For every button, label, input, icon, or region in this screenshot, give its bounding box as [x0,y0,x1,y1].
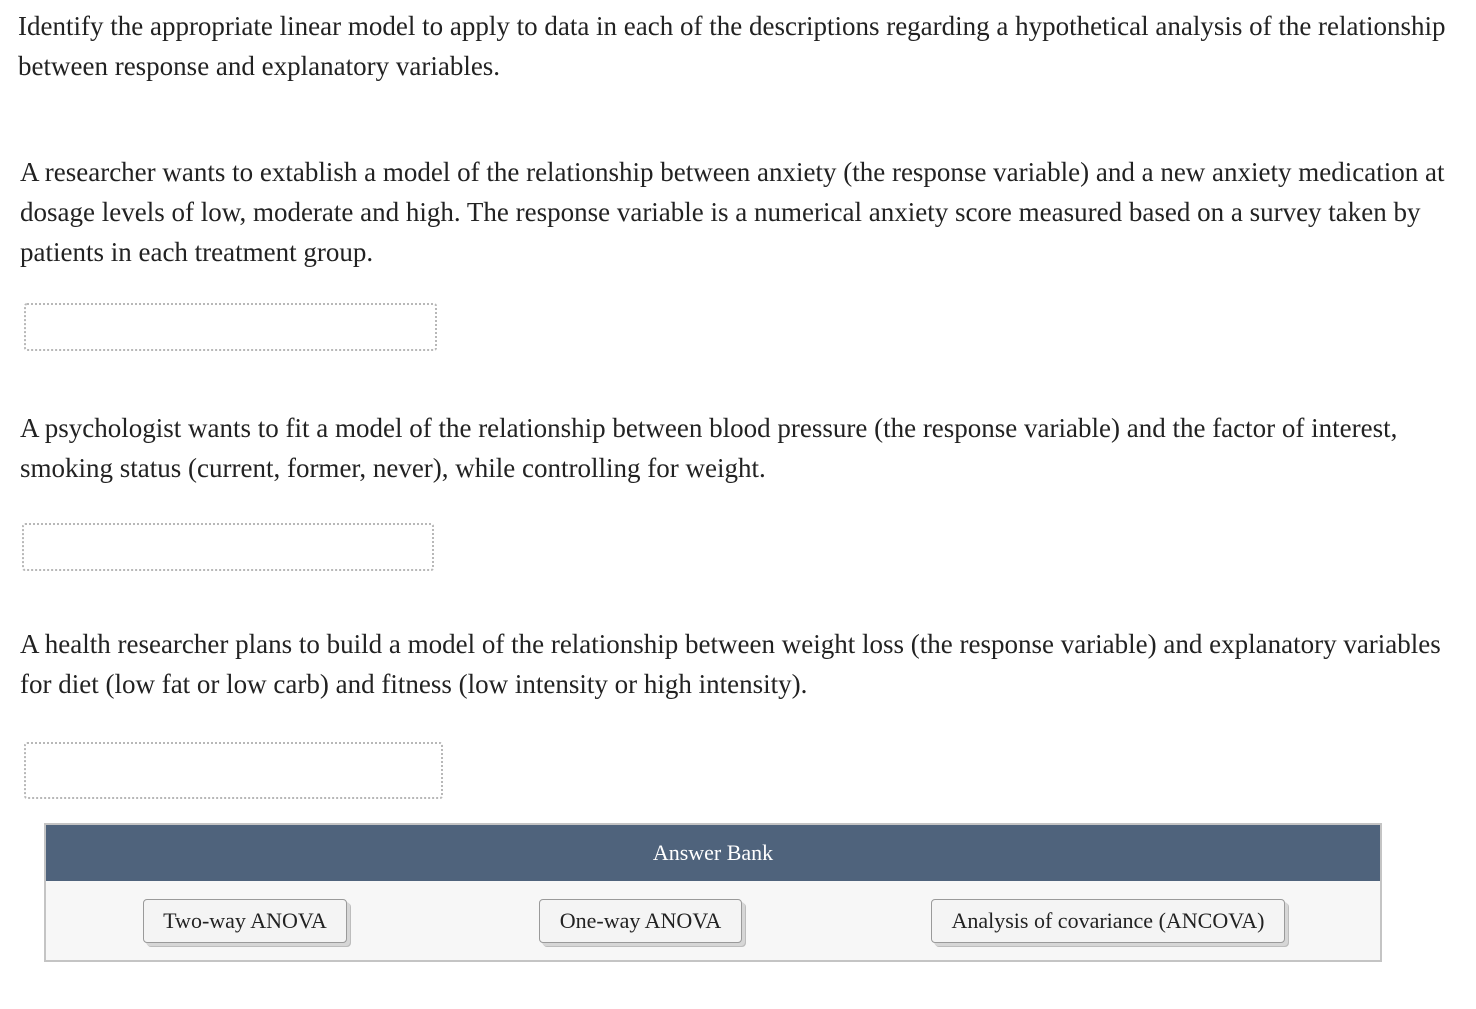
instructions-text: Identify the appropriate linear model to apply to data in each of the descriptions regarding a hypothetical analysis of the relationship between response and explanatory variables. [18,11,1446,81]
answer-drop-zone-2[interactable] [22,523,434,571]
question-3-text: A health researcher plans to build a model of the relationship between weight loss (the response variable) and explanatory variables for diet (low fat or low carb) and fitness (low intensity or high intensity). [20,629,1441,699]
answer-chip-two-way-anova[interactable]: Two-way ANOVA [143,899,347,943]
question-2-text: A psychologist wants to fit a model of the relationship between blood pressure (the response variable) and the factor of interest, smoking status (current, former, never), while controlling for weight. [20,413,1398,483]
answer-bank-title: Answer Bank [46,825,1380,881]
answer-chip-ancova[interactable]: Analysis of covariance (ANCOVA) [931,899,1285,943]
question-1-text: A researcher wants to extablish a model of the relationship between anxiety (the response variable) and a new anxiety medication at dosage levels of low, moderate and high. The response variable is a numerical anxiety score measured based on a survey taken by patients in each treatment group. [20,157,1445,267]
answer-bank [44,823,1382,962]
answer-drop-zone-3[interactable] [24,742,443,799]
answer-drop-zone-1[interactable] [24,303,437,351]
answer-chip-one-way-anova[interactable]: One-way ANOVA [539,899,742,943]
